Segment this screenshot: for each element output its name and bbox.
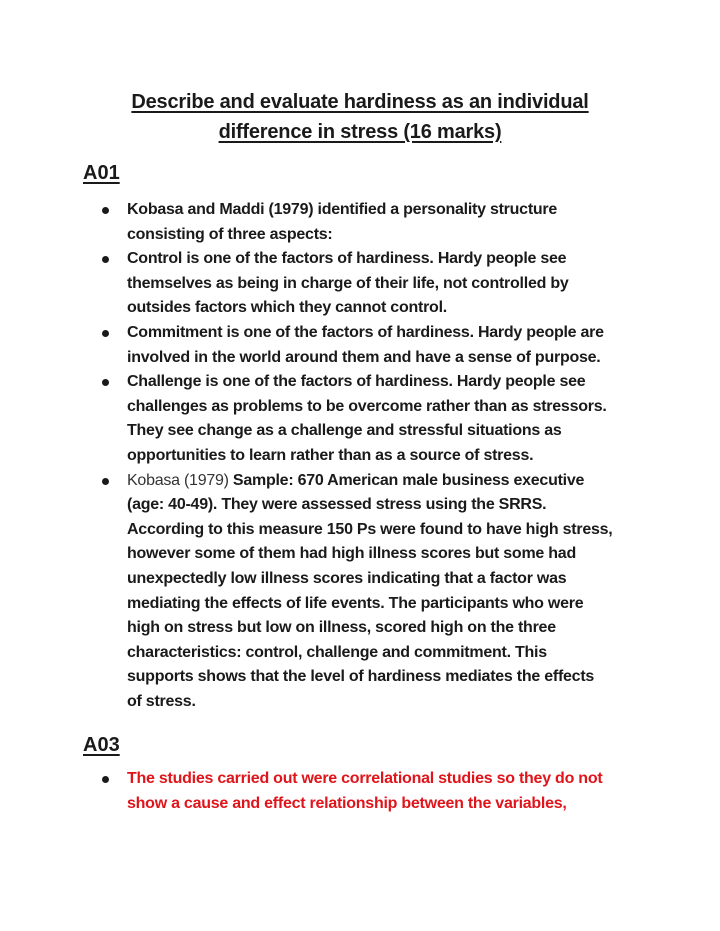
list-item-line: consisting of three aspects: [127, 225, 333, 243]
bullet-icon [102, 478, 109, 485]
study-citation: Kobasa (1979) [127, 471, 229, 489]
list-item-line: According to this measure 150 Ps were found to have high stress, [127, 520, 613, 538]
a01-bullet-list [100, 198, 660, 714]
list-item-line: outsides factors which they cannot control. [127, 299, 447, 317]
list-item-line: They see change as a challenge and stressful situations as [127, 422, 562, 440]
list-item-line: (age: 40-49). They were assessed stress using the SRRS. [127, 496, 547, 514]
a03-bullet-list [100, 767, 660, 816]
list-item-line: show a cause and effect relationship between the variables, [127, 794, 567, 812]
section-heading-a01: A01 [83, 162, 120, 184]
list-item [100, 469, 660, 715]
list-item-line: mediating the effects of life events. The participants who were [127, 594, 584, 612]
bullet-icon [102, 776, 109, 783]
list-item [100, 321, 660, 370]
list-item-line: Challenge is one of the factors of hardiness. Hardy people see [127, 373, 586, 391]
bullet-icon [102, 379, 109, 386]
list-item-line: Commitment is one of the factors of hardiness. Hardy people are [127, 323, 604, 341]
list-item-line: Kobasa and Maddi (1979) identified a personality structure [127, 201, 558, 218]
list-item-line: unexpectedly low illness scores indicating that a factor was [127, 569, 567, 587]
list-item [100, 370, 660, 468]
bullet-icon [102, 330, 109, 337]
list-item-line: The studies carried out were correlational studies so they do not [127, 770, 603, 787]
list-item [100, 198, 660, 247]
list-item [100, 767, 660, 816]
list-item-line: opportunities to learn rather than as a source of stress. [127, 446, 534, 464]
list-item-line: themselves as being in charge of their life, not controlled by [127, 274, 569, 292]
list-item-line: supports shows that the level of hardiness mediates the effects [127, 668, 595, 686]
list-item-line: Control is one of the factors of hardiness. Hardy people see [127, 250, 567, 268]
section-heading-a03: A03 [83, 734, 120, 756]
list-item-line: Sample: 670 American male business executive [228, 471, 585, 489]
list-item-line: challenges as problems to be overcome rather than as stressors. [127, 397, 607, 415]
bullet-icon [102, 207, 109, 214]
document-title-line-2: difference in stress (16 marks) [218, 121, 502, 143]
list-item-line: of stress. [127, 692, 196, 710]
list-item-line: however some of them had high illness scores but some had [127, 545, 576, 563]
list-item [100, 247, 660, 321]
list-item-line: involved in the world around them and have a sense of purpose. [127, 348, 601, 366]
document-title-line-1: Describe and evaluate hardiness as an individual [131, 91, 589, 113]
list-item-line: characteristics: control, challenge and commitment. This [127, 643, 547, 661]
bullet-icon [102, 256, 109, 263]
list-item-line: high on stress but low on illness, scored high on the three [127, 619, 556, 637]
